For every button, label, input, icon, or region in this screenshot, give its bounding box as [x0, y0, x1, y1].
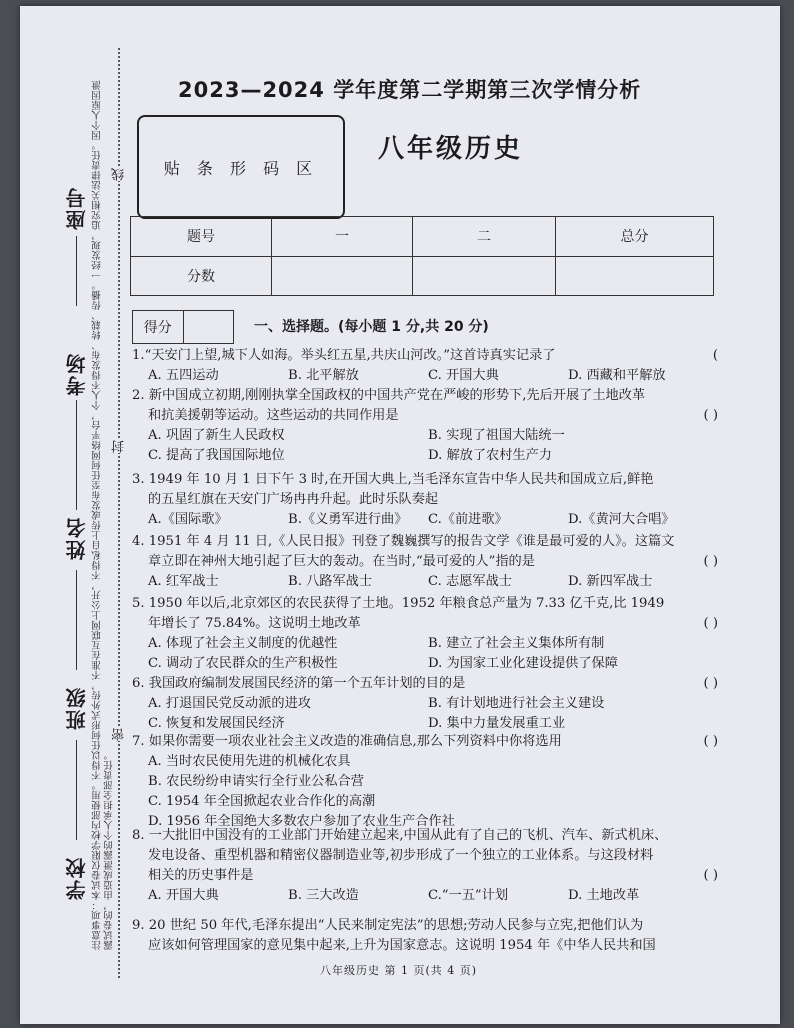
option-row [132, 366, 722, 386]
question-text: 5. 1950 年以后,北京郊区的农民获得了土地。1952 年粮食总产量为 7.33 亿千克,比 1949 [132, 596, 665, 611]
answer-blank[interactable]: ( ) [703, 554, 718, 569]
field-class-label: 班级 [65, 686, 89, 730]
question-stem [132, 866, 722, 886]
answer-option[interactable]: D. 集中力量发展重工业 [428, 716, 566, 731]
score-input-cell[interactable] [272, 256, 413, 296]
notice-text: 注意事项：本试卷仅限学校内部使用。不得以任何形式外传，不准在互联网上公开，不得私自上传或发布至任何网络平台，个人不得发布、转载、传播。一经发现，追究相关法律责任。因个人原因泄露试卷的，由造成泄露的个人承担全部责任。 [92, 80, 115, 950]
field-seat-label: 座号 [65, 186, 89, 230]
score-table [130, 216, 714, 296]
seal-char-xian: 线 [112, 168, 127, 181]
answer-option[interactable]: B.《义勇军进行曲》 [288, 512, 408, 527]
answer-option[interactable]: A. 体现了社会主义制度的优越性 [148, 636, 338, 651]
question-stem [132, 846, 722, 866]
question-text: 和抗美援朝等运动。这些运动的共同作用是 [148, 408, 399, 423]
answer-option[interactable]: C. 提高了我国国际地位 [148, 448, 285, 463]
page-footer: 八年级历史 第 1 页(共 4 页) [320, 964, 478, 977]
score-cell: 二 [413, 217, 556, 257]
option-row [132, 654, 722, 674]
answer-blank[interactable]: ( ) [703, 734, 718, 749]
defen-label: 得分 [143, 320, 172, 336]
answer-blank[interactable]: ( ) [703, 676, 718, 691]
score-cell: 分数 [131, 256, 272, 296]
seal-char-mi: 密 [112, 728, 127, 741]
answer-option[interactable]: A.《国际歌》 [148, 512, 228, 527]
score-cell: 总分 [556, 217, 714, 257]
answer-option[interactable]: C. 开国大典 [428, 368, 499, 383]
question-stem [132, 614, 722, 634]
field-seat-line [76, 236, 77, 306]
answer-option[interactable]: B. 八路军战士 [288, 574, 373, 589]
question-stem [132, 916, 722, 936]
section-title: 一、选择题。(每小题 1 分,共 20 分) [254, 319, 489, 335]
question-stem [132, 386, 722, 406]
answer-option[interactable]: C. 1954 年全国掀起农业合作化的高潮 [148, 794, 376, 809]
question-stem [132, 490, 722, 510]
question-1 [132, 346, 722, 386]
score-cell: 一 [272, 217, 413, 257]
question-text: 6. 我国政府编制发展国民经济的第一个五年计划的目的是 [132, 676, 466, 691]
question-text: 章立即在神州大地引起了巨大的轰动。在当时,“最可爱的人”指的是 [148, 554, 535, 569]
answer-option[interactable]: D. 解放了农村生产力 [428, 448, 552, 463]
question-4 [132, 532, 722, 592]
question-text: 发电设备、重型机器和精密仪器制造业等,初步形成了一个独立的工业体系。与这段材料 [148, 848, 654, 863]
question-text: 8. 一大批旧中国没有的工业部门开始建立起来,中国从此有了自己的飞机、汽车、新式机床、 [132, 828, 668, 843]
question-stem [132, 732, 722, 752]
answer-option[interactable]: A. 巩固了新生人民政权 [148, 428, 285, 443]
field-name-line [76, 570, 77, 670]
field-room-label: 考场 [65, 352, 89, 396]
seal-dotted-line [118, 48, 120, 978]
question-stem [132, 532, 722, 552]
answer-option[interactable]: D. 土地改革 [568, 888, 640, 903]
question-stem [132, 346, 722, 366]
defen-input[interactable] [183, 311, 234, 343]
answer-option[interactable]: B. 建立了社会主义集体所有制 [428, 636, 605, 651]
field-room-line [76, 400, 77, 510]
answer-option[interactable]: C.“一五”计划 [428, 888, 509, 903]
question-9 [132, 916, 722, 956]
question-text: 应该如何管理国家的意见集中起来,上升为国家意志。这说明 1954 年《中华人民共和国 [148, 938, 656, 953]
question-stem [132, 936, 722, 956]
answer-blank[interactable]: ( ) [703, 616, 718, 631]
answer-option[interactable]: A. 打退国民党反动派的进攻 [148, 696, 311, 711]
question-stem [132, 826, 722, 846]
answer-option[interactable]: D.《黄河大合唱》 [568, 512, 675, 527]
question-text: 9. 20 世纪 50 年代,毛泽东提出“人民来制定宪法”的思想;劳动人民参与立宪,把他们认为 [132, 918, 644, 933]
answer-blank[interactable]: ( ) [703, 408, 718, 423]
question-8 [132, 826, 722, 906]
option-row [132, 714, 722, 734]
question-text: 3. 1949 年 10 月 1 日下午 3 时,在开国大典上,当毛泽东宣告中华人民共和国成立后,鲜艳 [132, 472, 654, 487]
answer-option[interactable]: D. 为国家工业化建设提供了保障 [428, 656, 618, 671]
answer-option[interactable]: A. 红军战士 [148, 574, 219, 589]
question-text: 的五星红旗在天安门广场冉冉升起。此时乐队奏起 [148, 492, 439, 507]
answer-option[interactable]: B. 农民纷纷申请实行全行业公私合营 [148, 774, 364, 789]
question-stem [132, 552, 722, 572]
score-cell: 题号 [131, 217, 272, 257]
answer-option[interactable]: D. 新四军战士 [568, 574, 653, 589]
question-stem [132, 674, 722, 694]
question-text: 1.“天安门上望,城下人如海。举头红五星,共庆山河改。”这首诗真实记录了 [132, 348, 556, 363]
subject-title: 八年级历史 [378, 134, 524, 164]
answer-option[interactable]: C. 调动了农民群众的生产积极性 [148, 656, 338, 671]
answer-option[interactable]: A. 五四运动 [148, 368, 219, 383]
answer-blank[interactable]: ( [712, 348, 718, 363]
answer-option[interactable]: C.《前进歌》 [428, 512, 508, 527]
question-text: 7. 如果你需要一项农业社会主义改造的准确信息,那么下列资料中你将选用 [132, 734, 562, 749]
answer-blank[interactable]: ( ) [703, 868, 718, 883]
question-7 [132, 732, 722, 832]
option-row [132, 426, 722, 446]
answer-option[interactable]: B. 有计划地进行社会主义建设 [428, 696, 605, 711]
answer-option[interactable]: A. 开国大典 [148, 888, 219, 903]
defen-box [132, 310, 234, 344]
answer-option[interactable]: D. 西藏和平解放 [568, 368, 666, 383]
question-6 [132, 674, 722, 734]
answer-option[interactable]: B. 北平解放 [288, 368, 359, 383]
field-class-line [76, 740, 77, 840]
option-row [132, 694, 722, 714]
exam-title: 2023—2024 学年度第二学期第三次学情分析 [178, 78, 642, 102]
question-stem [132, 406, 722, 426]
seal-char-feng: 封 [112, 440, 127, 453]
question-3 [132, 470, 722, 530]
answer-option[interactable]: A. 当时农民使用先进的机械化农具 [148, 754, 351, 769]
question-text: 2. 新中国成立初期,刚刚执掌全国政权的中国共产党在严峻的形势下,先后开展了土地改革 [132, 388, 646, 403]
answer-option[interactable]: D. 1956 年全国绝大多数农户参加了农业生产合作社 [148, 814, 455, 829]
question-text: 年增长了 75.84%。这说明土地改革 [148, 616, 361, 631]
option-row [132, 446, 722, 466]
score-input-cell[interactable] [413, 256, 556, 296]
option-row [132, 572, 722, 592]
question-stem [132, 594, 722, 614]
option-row [132, 510, 722, 530]
question-2 [132, 386, 722, 466]
question-text: 4. 1951 年 4 月 11 日,《人民日报》刊登了魏巍撰写的报告文学《谁是最可爱的人》。这篇文 [132, 534, 675, 549]
option-row [132, 634, 722, 654]
barcode-area: 贴 条 形 码 区 [137, 115, 345, 219]
answer-option[interactable]: B. 实现了祖国大陆统一 [428, 428, 565, 443]
answer-option[interactable]: C. 志愿军战士 [428, 574, 512, 589]
field-school-label: 学校 [65, 856, 89, 900]
score-input-cell[interactable] [556, 256, 714, 296]
field-name-label: 姓名 [65, 516, 89, 560]
question-stem [132, 470, 722, 490]
answer-option[interactable]: B. 三大改造 [288, 888, 359, 903]
option-row [132, 886, 722, 906]
question-text: 相关的历史事件是 [148, 868, 254, 883]
question-5 [132, 594, 722, 674]
answer-option[interactable]: C. 恢复和发展国民经济 [148, 716, 285, 731]
